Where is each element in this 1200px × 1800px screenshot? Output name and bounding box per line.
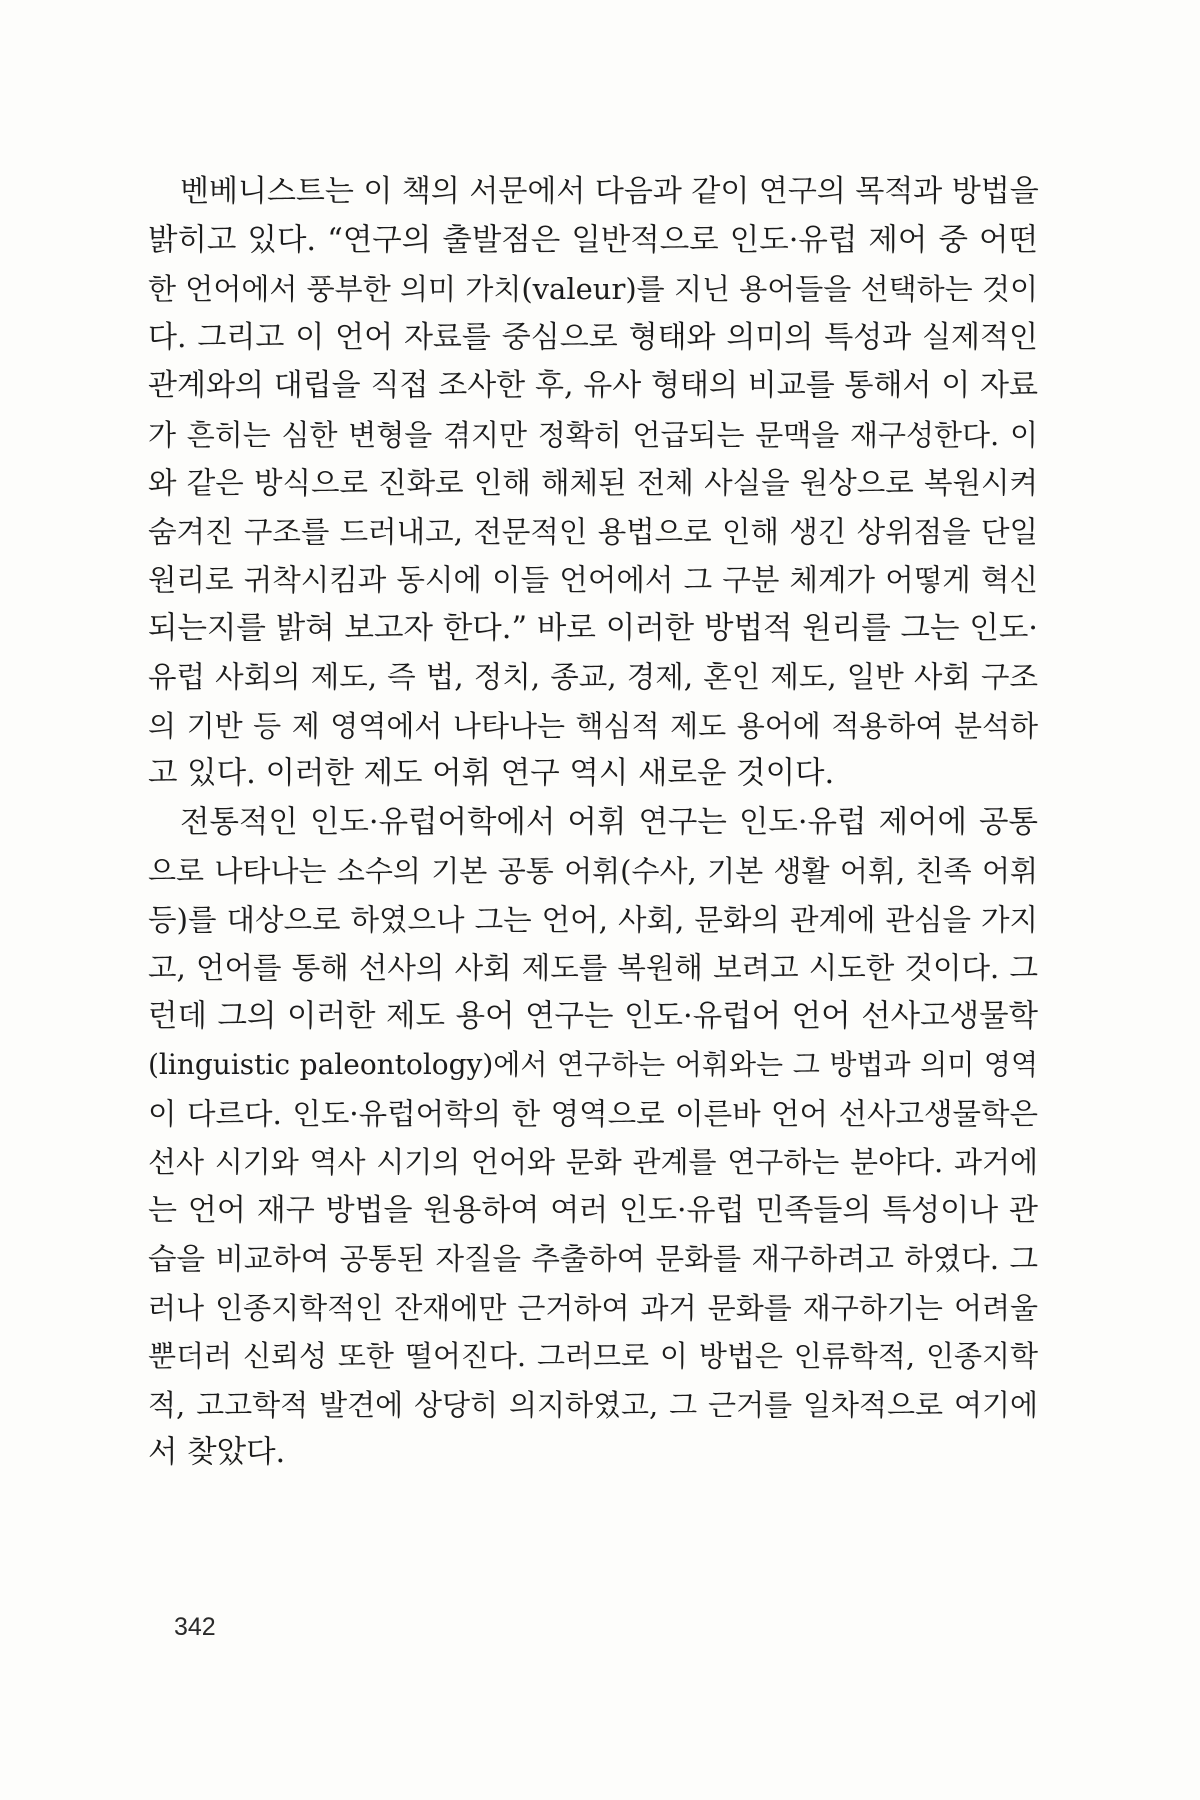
text-line: 뿐더러 신뢰성 또한 떨어진다. 그러므로 이 방법은 인류학적, 인종지학 [148,1339,1038,1373]
text-line: 관계와의 대립을 직접 조사한 후, 유사 형태의 비교를 통해서 이 자료 [148,368,1038,403]
body-text [148,168,1038,1478]
text-line: 벤베니스트는 이 책의 서문에서 다음과 같이 연구의 목적과 방법을 [180,174,1039,209]
text-line: 는 언어 재구 방법을 원용하여 여러 인도·유럽 민족들의 특성이나 관 [148,1192,1038,1228]
text-line: (linguistic paleontology)에서 연구하는 어휘와는 그 방법과 의미 영역 [148,1048,1038,1081]
text-line: 적, 고고학적 발견에 상당히 의지하였고, 그 근거를 일차적으로 여기에 [148,1387,1038,1422]
text-line: 고 있다. 이러한 제도 어휘 연구 역시 새로운 것이다. [148,756,835,791]
text-line: 이 다르다. 인도·유럽어학의 한 영역으로 이른바 언어 선사고생물학은 [148,1096,1038,1131]
text-line: 런데 그의 이러한 제도 용어 연구는 인도·유럽어 언어 선사고생물학 [148,998,1038,1034]
text-line: 선사 시기와 역사 시기의 언어와 문화 관계를 연구하는 분야다. 과거에 [148,1145,1038,1179]
text-line: 등)를 대상으로 하였으나 그는 언어, 사회, 문화의 관계에 관심을 가지 [148,902,1038,937]
paragraph [148,168,1038,799]
text-line: 유럽 사회의 제도, 즉 법, 정치, 종교, 경제, 혼인 제도, 일반 사회 구조 [148,660,1038,694]
text-line: 습을 비교하여 공통된 자질을 추출하여 문화를 재구하려고 하였다. 그 [148,1242,1038,1276]
text-line: 다. 그리고 이 언어 자료를 중심으로 형태와 의미의 특성과 실제적인 [148,319,1038,355]
text-line: 고, 언어를 통해 선사의 사회 제도를 복원해 보려고 시도한 것이다. 그 [148,951,1038,985]
text-line: 전통적인 인도·유럽어학에서 어휘 연구는 인도·유럽 제어에 공통 [180,804,1038,840]
text-line: 의 기반 등 제 영역에서 나타나는 핵심적 제도 용어에 적용하여 분석하 [148,708,1038,743]
text-line: 가 흔히는 심한 변형을 겪지만 정확히 언급되는 문맥을 재구성한다. 이 [148,417,1038,452]
text-line: 으로 나타나는 소수의 기본 공통 어휘(수사, 기본 생활 어휘, 친족 어휘 [148,854,1038,888]
text-line: 서 찾았다. [148,1435,286,1470]
text-line: 한 언어에서 풍부한 의미 가치(valeur)를 지닌 용어들을 선택하는 것이 [148,272,1038,306]
paragraph [148,799,1038,1478]
page-number: 342 [174,1613,216,1641]
text-line: 밝히고 있다. “연구의 출발점은 일반적으로 인도·유럽 제어 중 어떤 [148,222,1038,258]
text-line: 되는지를 밝혀 보고자 한다.” 바로 이러한 방법적 원리를 그는 인도· [148,610,1038,646]
text-line: 러나 인종지학적인 잔재에만 근거하여 과거 문화를 재구하기는 어려울 [148,1290,1038,1325]
text-line: 와 같은 방식으로 진화로 인해 해체된 전체 사실을 원상으로 복원시켜 [148,466,1038,500]
text-line: 숨겨진 구조를 드러내고, 전문적인 용법으로 인해 생긴 상위점을 단일 [148,514,1038,549]
text-line: 원리로 귀착시킴과 동시에 이들 언어에서 그 구분 체계가 어떻게 혁신 [148,563,1038,597]
